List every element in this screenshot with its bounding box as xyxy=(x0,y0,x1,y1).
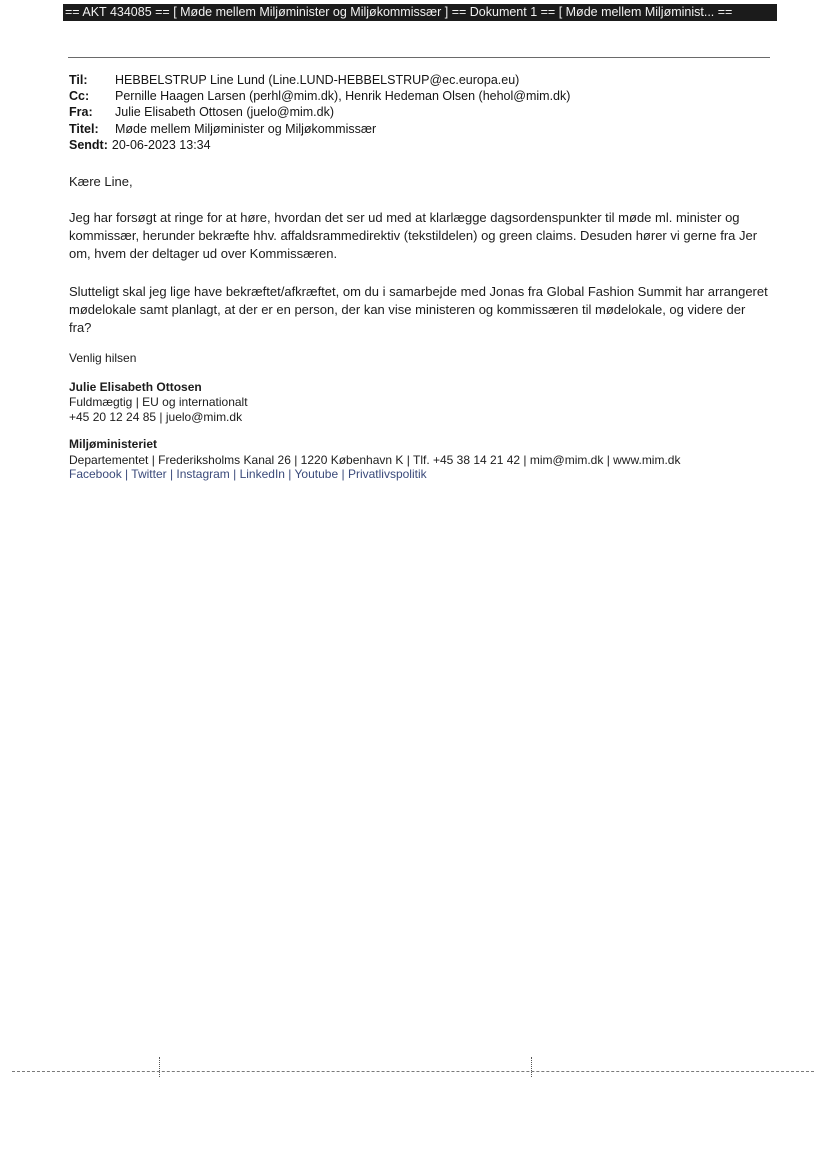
link-facebook[interactable]: Facebook xyxy=(69,467,122,481)
social-links xyxy=(69,467,427,482)
sent-label: Sendt: xyxy=(69,137,108,152)
link-instagram[interactable]: Instagram xyxy=(176,467,230,481)
from-value: Julie Elisabeth Ottosen (juelo@mim.dk) xyxy=(115,105,335,120)
scan-mark xyxy=(531,1057,533,1077)
from-label: Fra: xyxy=(69,105,93,120)
to-row xyxy=(69,72,570,88)
signature-title: Fuldmægtig | EU og internationalt xyxy=(69,395,248,409)
subject-label: Titel: xyxy=(69,121,99,136)
to-value: HEBBELSTRUP Line Lund (Line.LUND-HEBBELSTRUP@ec.europa.eu) xyxy=(115,73,520,87)
scan-bottom-line xyxy=(12,1071,814,1072)
body-paragraph-1: Jeg har forsøgt at ringe for at høre, hvordan det ser ud med at klarlægge dagsordenspunkter til møde ml. minister og kommissær, herunder bekræfte hhv. affaldsrammedirektiv (tekstildelen) og green claims. Desuden hører vi gerne fra Jer om, hvem der deltager ud over Kommissæren. xyxy=(69,210,758,261)
organization-name: Miljøministeriet xyxy=(69,437,158,451)
link-linkedin[interactable]: LinkedIn xyxy=(239,467,285,481)
from-row xyxy=(69,104,570,120)
subject-value: Møde mellem Miljøminister og Miljøkommissær xyxy=(115,121,377,136)
header-divider xyxy=(68,57,770,58)
to-label: Til: xyxy=(69,73,88,87)
link-separator: | xyxy=(121,467,132,481)
closing-greeting: Venlig hilsen xyxy=(69,351,137,365)
salutation: Kære Line, xyxy=(69,174,133,189)
subject-row xyxy=(69,121,570,137)
scan-mark xyxy=(159,1057,161,1077)
link-separator: | xyxy=(229,467,240,481)
cc-label: Cc: xyxy=(69,89,90,104)
link-privacy-policy[interactable]: Privatlivspolitik xyxy=(347,467,427,481)
cc-value: Pernille Haagen Larsen (perhl@mim.dk), Henrik Hedeman Olsen (hehol@mim.dk) xyxy=(115,89,571,104)
sent-row xyxy=(69,137,570,153)
email-headers xyxy=(69,72,570,153)
document-banner: == AKT 434085 == [ Møde mellem Miljøminister og Miljøkommissær ] == Dokument 1 == [ Møde mellem Miljøminist... == xyxy=(63,4,777,21)
link-twitter[interactable]: Twitter xyxy=(131,467,167,481)
link-separator: | xyxy=(284,467,295,481)
link-youtube[interactable]: Youtube xyxy=(294,467,339,481)
link-separator: | xyxy=(166,467,177,481)
link-separator: | xyxy=(338,467,348,481)
body-paragraph-2: Slutteligt skal jeg lige have bekræftet/afkræftet, om du i samarbejde med Jonas fra Global Fashion Summit har arrangeret mødelokale samt planlagt, at der er en person, der kan vise ministeren og kommissæren til mødelokale, og videre der fra? xyxy=(69,284,768,335)
signature-name: Julie Elisabeth Ottosen xyxy=(69,380,202,394)
sent-value: 20-06-2023 13:34 xyxy=(111,137,211,152)
organization-address: Departementet | Frederiksholms Kanal 26 | 1220 København K | Tlf. +45 38 14 21 42 | mim@mim.dk | www.mim.dk xyxy=(69,453,681,467)
cc-row xyxy=(69,88,570,104)
signature-contact: +45 20 12 24 85 | juelo@mim.dk xyxy=(69,410,243,424)
